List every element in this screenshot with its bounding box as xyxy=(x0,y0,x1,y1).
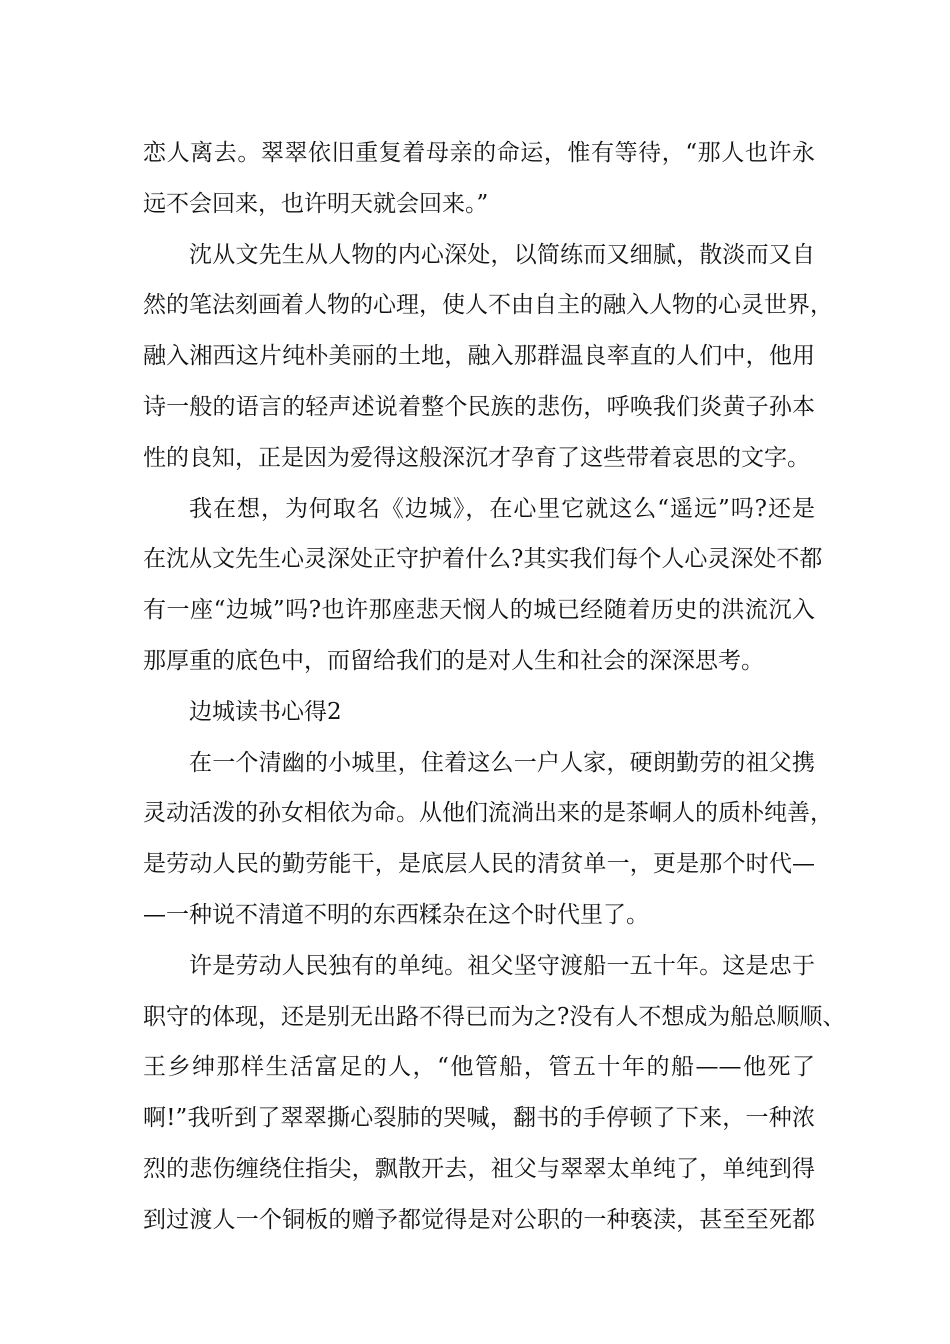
text-line: 许是劳动人民独有的单纯。祖父坚守渡船一五十年。这是忠于 xyxy=(189,952,815,979)
text-line: 在沈从文先生心灵深处正守护着什么?其实我们每个人心灵深处不都 xyxy=(143,546,823,573)
section-heading: 边城读书心得2 xyxy=(189,698,342,725)
text-line: 性的良知，正是因为爱得这般深沉才孕育了这些带着哀思的文字。 xyxy=(143,444,810,471)
text-line: 我在想，为何取名《边城》，在心里它就这么“遥远”吗?还是 xyxy=(189,495,815,522)
text-line: 远不会回来，也许明天就会回来。” xyxy=(143,190,489,217)
text-line: 有一座“边城”吗?也许那座悲天悯人的城已经随着历史的洪流沉入 xyxy=(143,597,815,624)
text-line: 在一个清幽的小城里，住着这么一户人家，硬朗勤劳的祖父携 xyxy=(189,749,815,776)
text-line: 王乡绅那样生活富足的人，“他管船，管五十年的船——他死了 xyxy=(143,1054,815,1081)
text-line: 融入湘西这片纯朴美丽的土地，融入那群温良率直的人们中，他用 xyxy=(143,343,815,370)
text-line: —一种说不清道不明的东西糅杂在这个时代里了。 xyxy=(143,901,649,928)
text-line: 到过渡人一个铜板的赠予都觉得是对公职的一种亵渎，甚至至死都 xyxy=(143,1206,815,1233)
text-line: 职守的体现，还是别无出路不得已而为之?没有人不想成为船总顺顺、 xyxy=(143,1003,846,1030)
text-line: 啊!”我听到了翠翠撕心裂肺的哭喊，翻书的手停顿了下来，一种浓 xyxy=(143,1105,815,1132)
document-body xyxy=(143,128,846,1246)
text-line: 烈的悲伤缠绕住指尖，飘散开去，祖父与翠翠太单纯了，单纯到得 xyxy=(143,1155,815,1182)
text-line: 沈从文先生从人物的内心深处，以简练而又细腻，散淡而又自 xyxy=(189,241,815,268)
text-line: 恋人离去。翠翠依旧重复着母亲的命运，惟有等待，“那人也许永 xyxy=(143,140,815,166)
text-line: 灵动活泼的孙女相依为命。从他们流淌出来的是茶峒人的质朴纯善， xyxy=(143,800,833,827)
text-line: 诗一般的语言的轻声述说着整个民族的悲伤，呼唤我们炎黄子孙本 xyxy=(143,393,815,420)
text-line: 然的笔法刻画着人物的心理，使人不由自主的融入人物的心灵世界， xyxy=(143,292,833,319)
text-line: 那厚重的底色中，而留给我们的是对人生和社会的深深思考。 xyxy=(143,647,764,674)
text-line: 是劳动人民的勤劳能干，是底层人民的清贫单一，更是那个时代— xyxy=(143,851,815,878)
